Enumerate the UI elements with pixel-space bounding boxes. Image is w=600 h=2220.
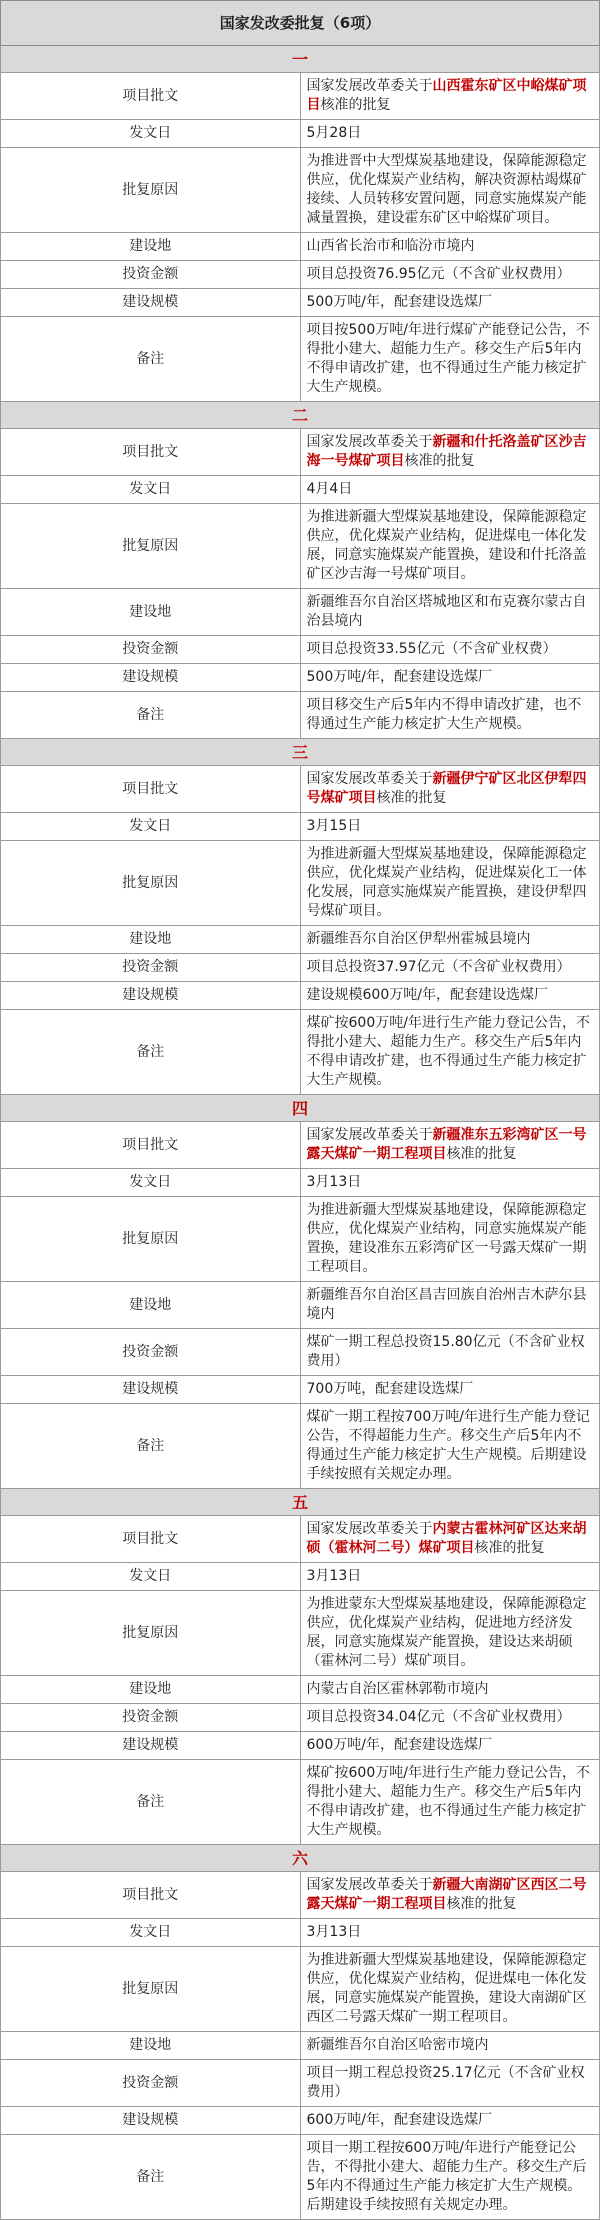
project-suffix: 核准的批复 [474, 1540, 545, 1556]
value-project [300, 1122, 600, 1169]
row-reason [1, 1947, 600, 2032]
value-project [300, 429, 600, 476]
label-investment: 投资金额 [1, 636, 301, 664]
row-scale [1, 664, 600, 692]
row-date [1, 1563, 600, 1591]
label-project: 项目批文 [1, 1872, 301, 1919]
row-location [1, 589, 600, 636]
value-scale: 700万吨，配套建设选煤厂 [300, 1376, 600, 1404]
row-date [1, 1919, 600, 1947]
row-remark [1, 317, 600, 402]
label-project: 项目批文 [1, 766, 301, 813]
row-investment [1, 954, 600, 982]
value-reason: 为推进新疆大型煤炭基地建设，保障能源稳定供应，优化煤炭产业结构，促进煤电一体化发展，同意实施煤炭产能置换，建设大南湖矿区西区二号露天煤矿一期工程项目。 [300, 1947, 600, 2032]
row-investment [1, 261, 600, 289]
value-investment: 项目一期工程总投资25.17亿元（不含矿业权费用） [300, 2060, 600, 2107]
row-project [1, 1516, 600, 1563]
label-remark: 备注 [1, 317, 301, 402]
project-prefix: 国家发展改革委关于 [306, 1127, 433, 1143]
label-project: 项目批文 [1, 1516, 301, 1563]
label-remark: 备注 [1, 1760, 301, 1845]
project-prefix: 国家发展改革委关于 [306, 78, 433, 94]
value-investment: 煤矿一期工程总投资15.80亿元（不含矿业权费用） [300, 1329, 600, 1376]
row-remark [1, 2135, 600, 2220]
value-remark: 煤矿按600万吨/年进行生产能力登记公告，不得批小建大、超能力生产。移交生产后5年内不得申请改扩建，也不得通过生产能力核定扩大生产规模。 [300, 1010, 600, 1095]
label-reason: 批复原因 [1, 504, 301, 589]
label-scale: 建设规模 [1, 1376, 301, 1404]
row-project [1, 766, 600, 813]
label-scale: 建设规模 [1, 982, 301, 1010]
project-suffix: 核准的批复 [446, 1896, 517, 1912]
value-reason: 为推进新疆大型煤炭基地建设，保障能源稳定供应，优化煤炭产业结构，同意实施煤炭产能置换，建设准东五彩湾矿区一号露天煤矿一期工程项目。 [300, 1197, 600, 1282]
value-location: 新疆维吾尔自治区昌吉回族自治州吉木萨尔县境内 [300, 1282, 600, 1329]
row-project [1, 429, 600, 476]
value-location: 新疆维吾尔自治区哈密市境内 [300, 2032, 600, 2060]
row-date [1, 120, 600, 148]
row-scale [1, 2107, 600, 2135]
project-name: 内蒙古霍林河矿区达来胡硕（霍林河二号）煤矿项目 [306, 1521, 587, 1556]
section-heading-row [1, 402, 600, 429]
section-number: 三 [1, 739, 600, 766]
label-project: 项目批文 [1, 429, 301, 476]
project-suffix: 核准的批复 [320, 97, 391, 113]
row-investment [1, 1329, 600, 1376]
row-reason [1, 148, 600, 233]
row-investment [1, 2060, 600, 2107]
value-remark: 项目一期工程按600万吨/年进行产能登记公告，不得批小建大、超能力生产。移交生产后5年内不得通过生产能力核定扩大生产规模。后期建设手续按照有关规定办理。 [300, 2135, 600, 2220]
label-date: 发文日 [1, 1919, 301, 1947]
label-remark: 备注 [1, 1010, 301, 1095]
row-project [1, 73, 600, 120]
label-reason: 批复原因 [1, 148, 301, 233]
value-scale: 500万吨/年，配套建设选煤厂 [300, 289, 600, 317]
label-reason: 批复原因 [1, 1591, 301, 1676]
value-reason: 为推进晋中大型煤炭基地建设，保障能源稳定供应，优化煤炭产业结构，解决资源枯竭煤矿接续、人员转移安置问题，同意实施煤炭产能减量置换，建设霍东矿区中峪煤矿项目。 [300, 148, 600, 233]
label-investment: 投资金额 [1, 261, 301, 289]
row-location [1, 1282, 600, 1329]
value-reason: 为推进新疆大型煤炭基地建设，保障能源稳定供应，优化煤炭产业结构，促进煤电一体化发展，同意实施煤炭产能置换，建设和什托洛盖矿区沙吉海一号煤矿项目。 [300, 504, 600, 589]
label-date: 发文日 [1, 1563, 301, 1591]
value-location: 新疆维吾尔自治区伊犁州霍城县境内 [300, 926, 600, 954]
project-prefix: 国家发展改革委关于 [306, 434, 433, 450]
row-date [1, 1169, 600, 1197]
row-location [1, 233, 600, 261]
row-reason [1, 504, 600, 589]
label-project: 项目批文 [1, 73, 301, 120]
section-number: 六 [1, 1845, 600, 1872]
value-scale: 建设规模600万吨/年，配套建设选煤厂 [300, 982, 600, 1010]
row-reason [1, 841, 600, 926]
section-number: 二 [1, 402, 600, 429]
value-project [300, 1872, 600, 1919]
row-reason [1, 1591, 600, 1676]
value-investment: 项目总投资37.97亿元（不含矿业权费用） [300, 954, 600, 982]
project-prefix: 国家发展改革委关于 [306, 771, 433, 787]
section-heading-row [1, 739, 600, 766]
value-location: 内蒙古自治区霍林郭勒市境内 [300, 1676, 600, 1704]
value-remark: 煤矿一期工程按700万吨/年进行生产能力登记公告，不得超能力生产。移交生产后5年内不得通过生产能力核定扩大生产规模。后期建设手续按照有关规定办理。 [300, 1404, 600, 1489]
row-investment [1, 636, 600, 664]
label-scale: 建设规模 [1, 1732, 301, 1760]
label-reason: 批复原因 [1, 1947, 301, 2032]
row-remark [1, 1010, 600, 1095]
section-heading-row [1, 1095, 600, 1122]
label-remark: 备注 [1, 1404, 301, 1489]
label-date: 发文日 [1, 476, 301, 504]
project-name: 新疆大南湖矿区西区二号露天煤矿一期工程项目 [306, 1877, 587, 1912]
label-location: 建设地 [1, 1282, 301, 1329]
value-date: 3月15日 [300, 813, 600, 841]
section-number: 五 [1, 1489, 600, 1516]
label-reason: 批复原因 [1, 1197, 301, 1282]
value-reason: 为推进新疆大型煤炭基地建设，保障能源稳定供应，优化煤炭产业结构，促进煤炭化工一体化发展，同意实施煤炭产能置换，建设伊犁四号煤矿项目。 [300, 841, 600, 926]
value-date: 3月13日 [300, 1169, 600, 1197]
value-investment: 项目总投资34.04亿元（不含矿业权费用） [300, 1704, 600, 1732]
value-project [300, 1516, 600, 1563]
project-name: 新疆和什托洛盖矿区沙吉海一号煤矿项目 [306, 434, 587, 469]
row-location [1, 926, 600, 954]
value-location: 新疆维吾尔自治区塔城地区和布克赛尔蒙古自治县境内 [300, 589, 600, 636]
label-scale: 建设规模 [1, 664, 301, 692]
value-date: 5月28日 [300, 120, 600, 148]
value-project [300, 766, 600, 813]
label-remark: 备注 [1, 692, 301, 739]
value-date: 4月4日 [300, 476, 600, 504]
section-number: 四 [1, 1095, 600, 1122]
section-heading-row [1, 1845, 600, 1872]
value-investment: 项目总投资33.55亿元（不含矿业权费） [300, 636, 600, 664]
project-suffix: 核准的批复 [376, 790, 447, 806]
project-suffix: 核准的批复 [404, 453, 475, 469]
label-location: 建设地 [1, 926, 301, 954]
value-remark: 项目按500万吨/年进行煤矿产能登记公告，不得批小建大、超能力生产。移交生产后5年内不得申请改扩建，也不得通过生产能力核定扩大生产规模。 [300, 317, 600, 402]
row-remark [1, 692, 600, 739]
label-date: 发文日 [1, 813, 301, 841]
project-name: 山西霍东矿区中峪煤矿项目 [306, 78, 587, 113]
row-scale [1, 1376, 600, 1404]
row-investment [1, 1704, 600, 1732]
label-location: 建设地 [1, 2032, 301, 2060]
row-reason [1, 1197, 600, 1282]
project-prefix: 国家发展改革委关于 [306, 1877, 433, 1893]
section-heading-row [1, 46, 600, 73]
value-remark: 项目移交生产后5年内不得申请改扩建，也不得通过生产能力核定扩大生产规模。 [300, 692, 600, 739]
project-prefix: 国家发展改革委关于 [306, 1521, 433, 1537]
label-location: 建设地 [1, 1676, 301, 1704]
row-project [1, 1872, 600, 1919]
row-scale [1, 289, 600, 317]
label-scale: 建设规模 [1, 2107, 301, 2135]
value-scale: 600万吨/年，配套建设选煤厂 [300, 1732, 600, 1760]
value-scale: 600万吨/年，配套建设选煤厂 [300, 2107, 600, 2135]
value-location: 山西省长治市和临汾市境内 [300, 233, 600, 261]
row-date [1, 813, 600, 841]
row-scale [1, 982, 600, 1010]
label-investment: 投资金额 [1, 954, 301, 982]
label-date: 发文日 [1, 1169, 301, 1197]
value-date: 3月13日 [300, 1919, 600, 1947]
label-date: 发文日 [1, 120, 301, 148]
value-reason: 为推进蒙东大型煤炭基地建设，保障能源稳定供应，优化煤炭产业结构，促进地方经济发展，同意实施煤炭产能置换，建设达来胡硕（霍林河二号）煤矿项目。 [300, 1591, 600, 1676]
title-row [1, 1, 600, 46]
row-scale [1, 1732, 600, 1760]
row-date [1, 476, 600, 504]
row-remark [1, 1404, 600, 1489]
document-title: 国家发改委批复（6项） [1, 1, 600, 46]
row-location [1, 1676, 600, 1704]
value-scale: 500万吨/年，配套建设选煤厂 [300, 664, 600, 692]
value-date: 3月13日 [300, 1563, 600, 1591]
project-suffix: 核准的批复 [446, 1146, 517, 1162]
label-project: 项目批文 [1, 1122, 301, 1169]
label-investment: 投资金额 [1, 2060, 301, 2107]
section-heading-row [1, 1489, 600, 1516]
project-name: 新疆准东五彩湾矿区一号露天煤矿一期工程项目 [306, 1127, 587, 1162]
label-scale: 建设规模 [1, 289, 301, 317]
value-investment: 项目总投资76.95亿元（不含矿业权费用） [300, 261, 600, 289]
row-location [1, 2032, 600, 2060]
section-number: 一 [1, 46, 600, 73]
row-project [1, 1122, 600, 1169]
value-remark: 煤矿按600万吨/年进行生产能力登记公告，不得批小建大、超能力生产。移交生产后5年内不得申请改扩建，也不得通过生产能力核定扩大生产规模。 [300, 1760, 600, 1845]
value-project [300, 73, 600, 120]
label-investment: 投资金额 [1, 1704, 301, 1732]
row-remark [1, 1760, 600, 1845]
label-remark: 备注 [1, 2135, 301, 2220]
label-investment: 投资金额 [1, 1329, 301, 1376]
label-reason: 批复原因 [1, 841, 301, 926]
label-location: 建设地 [1, 233, 301, 261]
label-location: 建设地 [1, 589, 301, 636]
project-name: 新疆伊宁矿区北区伊犁四号煤矿项目 [306, 771, 587, 806]
